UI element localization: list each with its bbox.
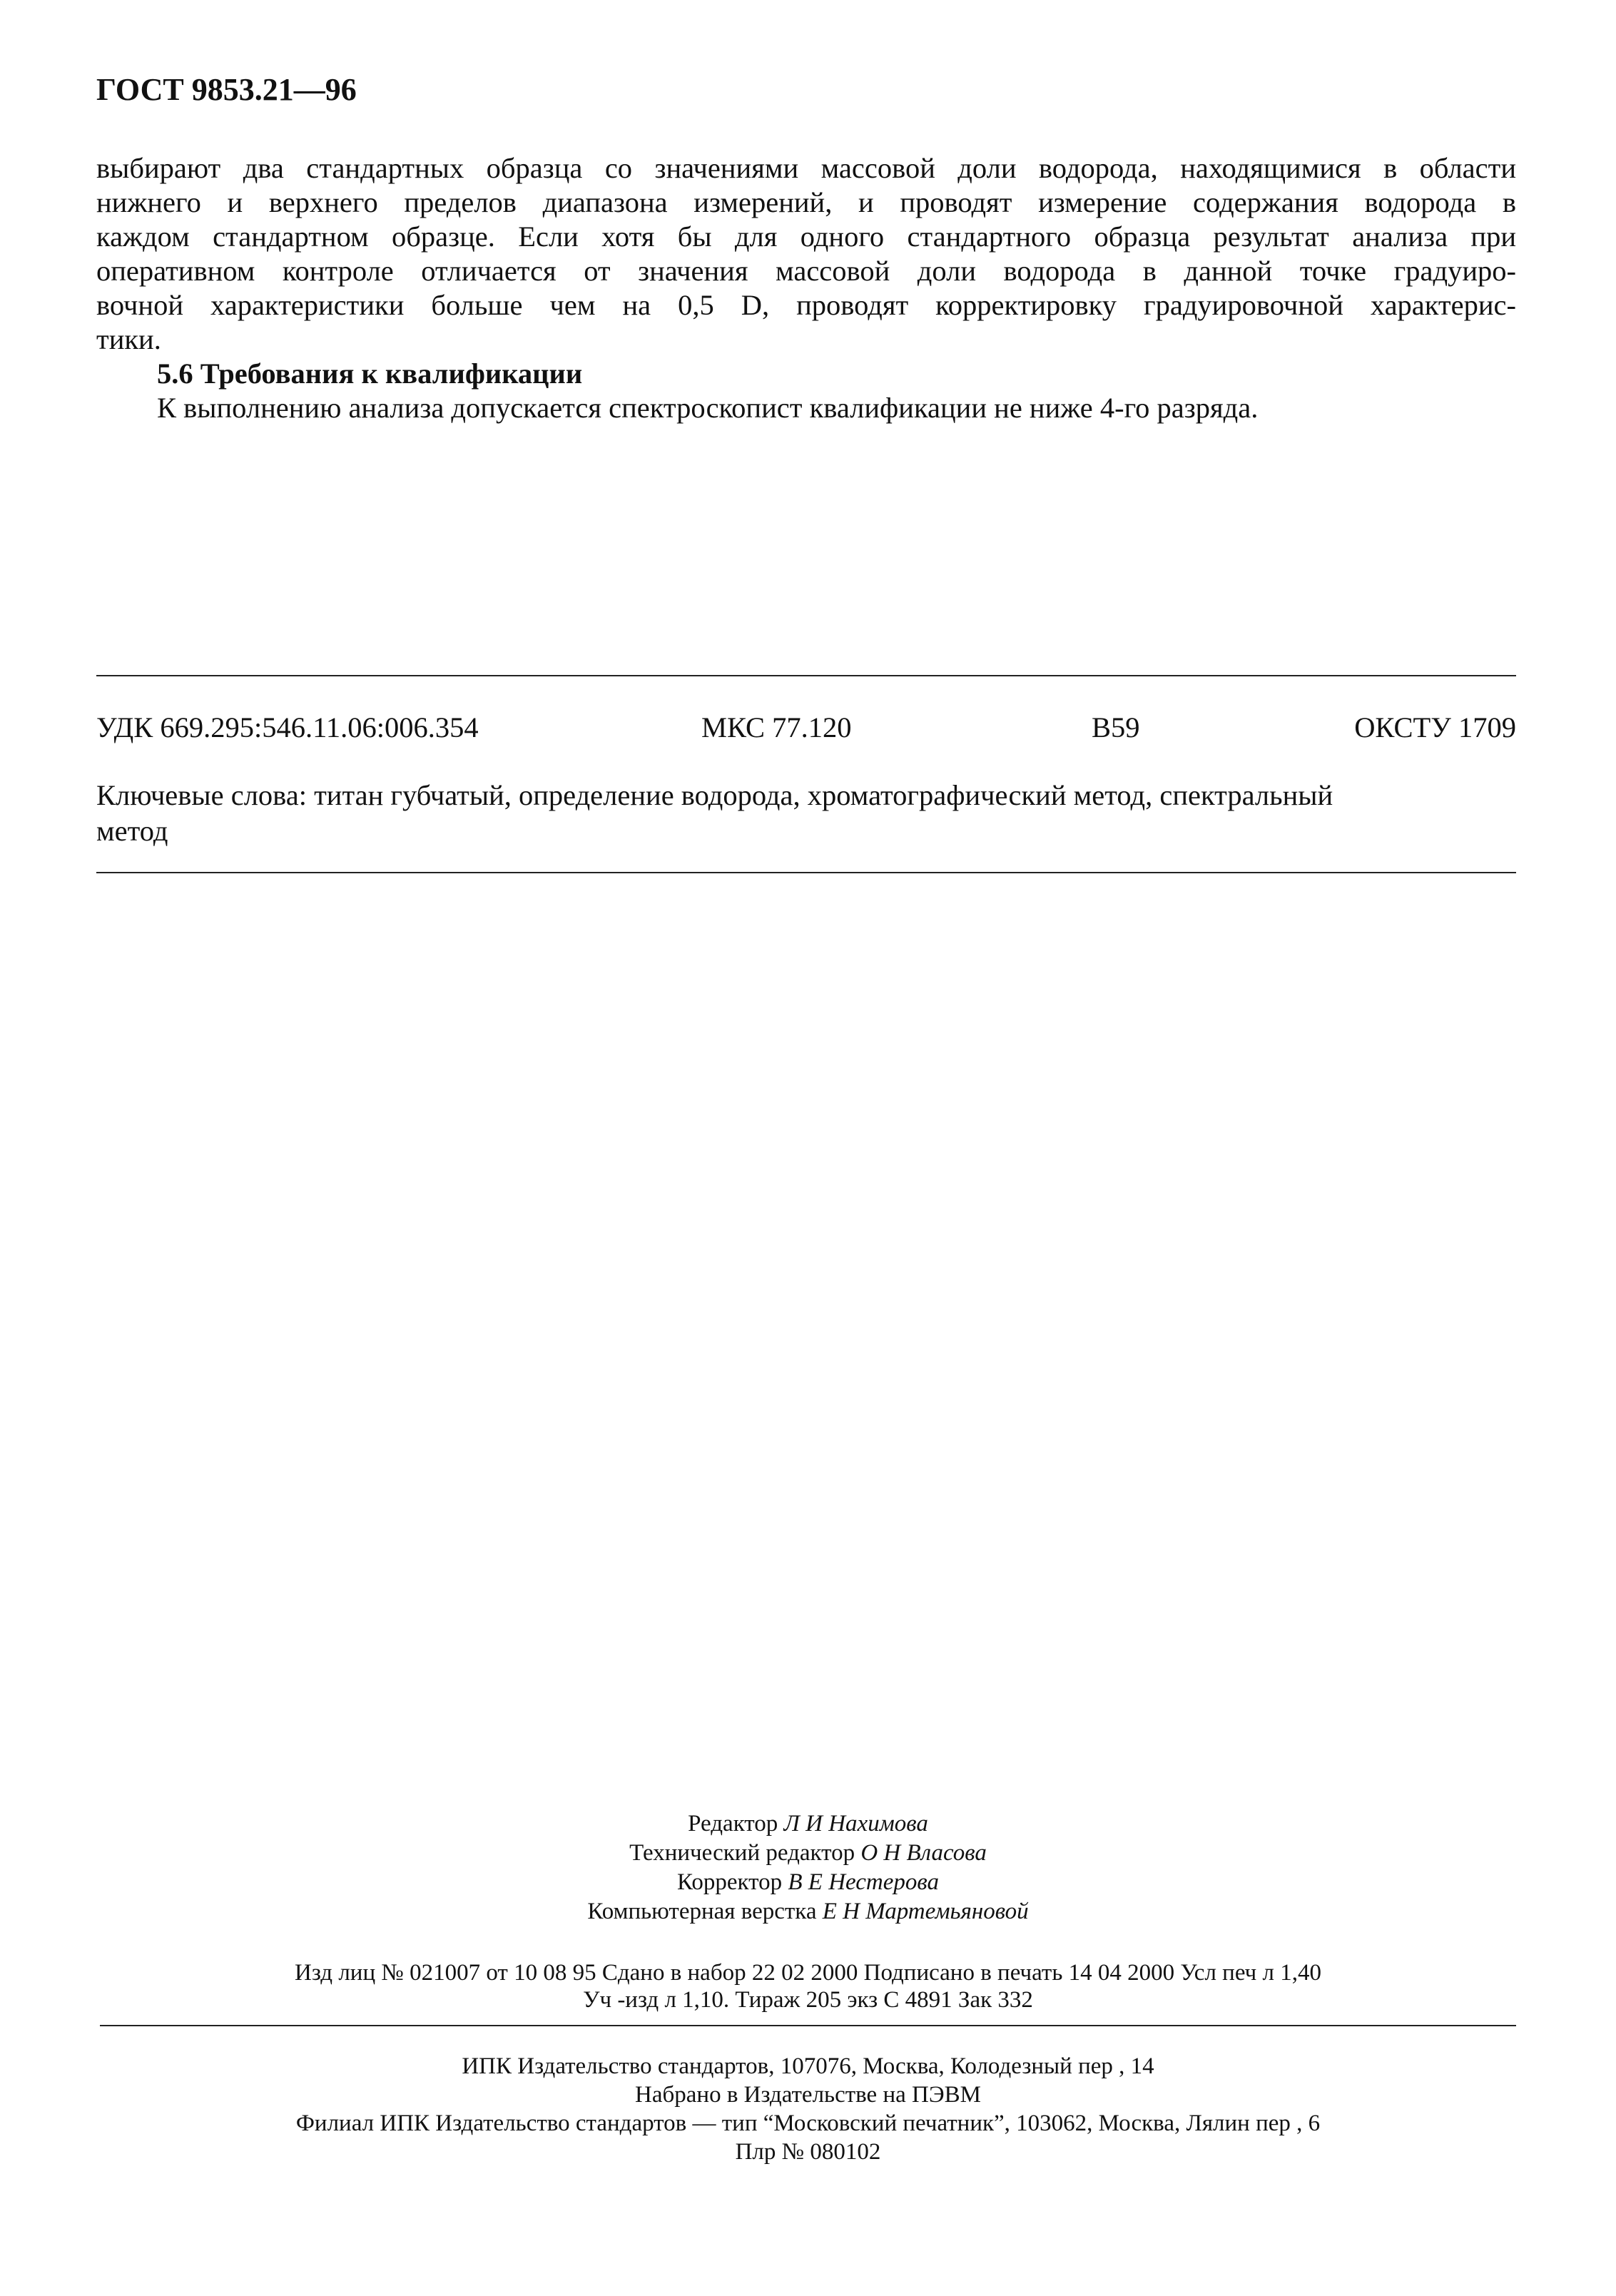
credit-corrector: Корректор В Е Нестерова [677,1869,939,1895]
imprint-line: Плр № 080102 [735,2139,881,2165]
publication-line: Изд лиц № 021007 от 10 08 95 Сдано в набор 22 02 2000 Подписано в печать 14 04 2000 Усл печ л 1,40 [295,1960,1321,1986]
credit-tech-editor: Технический редактор О Н Власова [629,1840,987,1866]
section-heading: 5.6 Требования к квалификации [157,357,583,390]
section-text: К выполнению анализа допускается спектроскопист квалификации не ниже 4-го разряда. [157,392,1259,424]
document-header: ГОСТ 9853.21—96 [96,72,357,107]
body-line: тики. [96,323,161,355]
okstu-code: ОКСТУ 1709 [1354,711,1516,743]
divider-line [96,675,1516,676]
divider-line [96,872,1516,873]
divider-line [100,2025,1516,2026]
group-code: В59 [1092,711,1140,743]
imprint-line: Набрано в Издательстве на ПЭВМ [635,2082,981,2108]
imprint-block [0,2052,1616,2166]
body-line: оперативном контроле отличается от значения массовой доли водорода в данной точке градуиро- [96,255,1516,287]
publication-info [0,1959,1616,2013]
body-line: нижнего и верхнего пределов диапазона измерений, и проводят измерение содержания водорода в [96,186,1516,218]
body-line: вочной характеристики больше чем на 0,5 D, проводят корректировку градуировочной характерис- [96,289,1516,321]
body-line: каждом стандартном образце. Если хотя бы для одного стандартного образца результат анализа при [96,220,1516,253]
keywords [96,778,1516,849]
credits-block [0,1809,1616,1926]
credit-editor: Редактор Л И Нахимова [688,1811,928,1837]
keywords-line: Ключевые слова: титан губчатый, определение водорода, хроматографический метод, спектральный [96,779,1333,811]
body-paragraph [96,151,1516,425]
imprint-line: Филиал ИПК Издательство стандартов — тип “Московский печатник”, 103062, Москва, Лялин пер , 6 [295,2110,1321,2136]
credit-layout: Компьютерная верстка Е Н Мартемьяновой [587,1899,1029,1924]
mks-code: МКС 77.120 [701,711,852,743]
keywords-line: метод [96,815,168,847]
udk-code: УДК 669.295:546.11.06:006.354 [96,711,479,743]
imprint-line: ИПК Издательство стандартов, 107076, Москва, Колодезный пер , 14 [462,2053,1154,2079]
body-line: выбирают два стандартных образца со значениями массовой доли водорода, находящимися в области [96,152,1516,184]
publication-line: Уч -изд л 1,10. Тираж 205 экз С 4891 Зак 332 [583,1987,1033,2013]
